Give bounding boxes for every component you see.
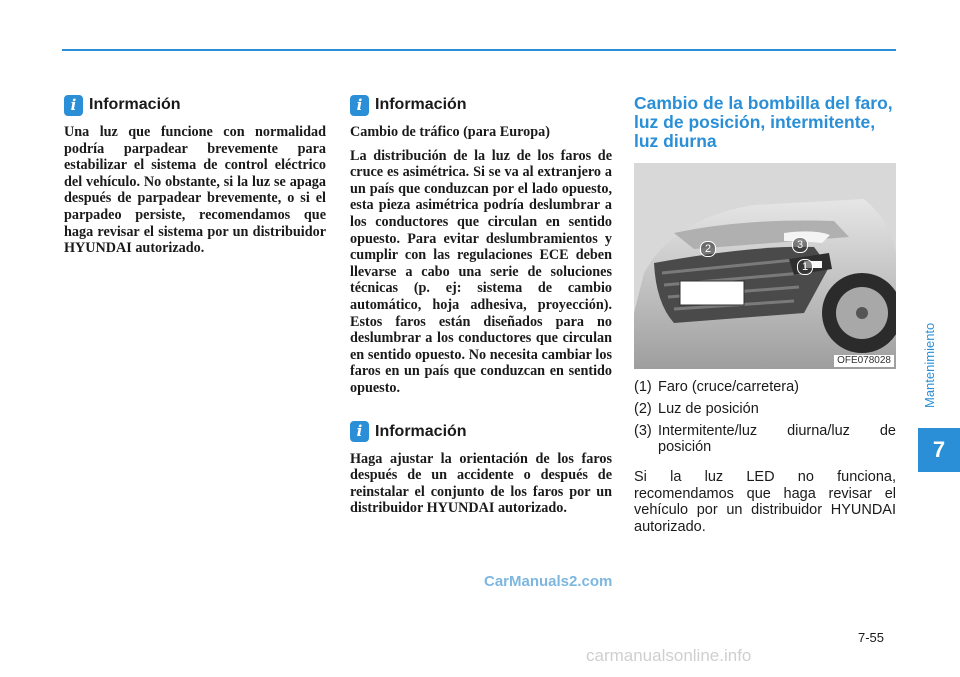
info-icon: i bbox=[350, 421, 369, 442]
list-item-number: (1) bbox=[634, 379, 652, 395]
list-item-text: Faro (cruce/carretera) bbox=[658, 379, 800, 395]
car-front-figure bbox=[634, 163, 896, 369]
figure-code: OFE078028 bbox=[834, 355, 894, 367]
column-left bbox=[64, 94, 326, 265]
watermark-bottom: carmanualsonline.info bbox=[586, 646, 752, 665]
callout-3: 3 bbox=[792, 237, 808, 253]
list-item-text: Intermitente/luz diurna/luz de posición bbox=[658, 423, 896, 455]
info-paragraph: La distribución de la luz de los faros de cruce es asimétrica. Si se va al extranjero a un país que conduzcan por el lado opuesto, esta pieza asimétrica podría deslumbrar a los conductores que circulan en sentido opuesto. Para evitar deslumbramientos y cumplir con las regulaciones ECE deben llevarse a cabo una serie de soluciones técnicas (p. ej: sistema de cambio automático, hoja adhesiva, proyección). Estos faros están diseñados para no deslumbrar a los conductores que circulan en sentido opuesto. No necesita cambiar los faros en un país que conduzcan en sentido opuesto. bbox=[350, 147, 612, 396]
info-icon: i bbox=[64, 95, 83, 116]
list-item bbox=[634, 423, 896, 455]
info-header bbox=[350, 94, 612, 116]
list-item bbox=[634, 401, 896, 417]
page-number: 7-55 bbox=[858, 630, 885, 645]
column-right bbox=[634, 94, 896, 535]
info-paragraph: Haga ajustar la orientación de los faros después de un accidente o después de reinstalar el conjunto de los faros por un distribuidor HYUNDAI autorizado. bbox=[350, 450, 612, 517]
led-paragraph: Si la luz LED no funciona, recomendamos que haga revisar el vehículo por un distribuidor HYUNDAI autorizado. bbox=[634, 469, 896, 535]
watermark-top: CarManuals2.com bbox=[484, 573, 613, 590]
info-header bbox=[350, 421, 612, 443]
info-subtitle: Cambio de tráfico (para Europa) bbox=[350, 124, 550, 140]
top-rule bbox=[62, 49, 896, 51]
list-item bbox=[634, 379, 896, 395]
list-item-number: (3) bbox=[634, 423, 652, 439]
info-paragraph: Una luz que funcione con normalidad podría parpadear brevemente para estabilizar el sistema de control eléctrico del vehículo. No obstante, si la luz se apaga después de parpadear brevemente, o si el parpadeo persiste, recomendamos que haga revisar el sistema por un distribuidor HYUNDAI autorizado. bbox=[64, 124, 326, 257]
list-item-text: Luz de posición bbox=[658, 401, 759, 417]
car-illustration bbox=[634, 163, 896, 369]
info-header bbox=[64, 94, 326, 116]
info-title: Información bbox=[89, 96, 181, 113]
parts-list bbox=[634, 379, 896, 455]
callout-2: 2 bbox=[700, 241, 716, 257]
section-title: Cambio de la bombilla del faro, luz de posición, intermitente, luz diurna bbox=[634, 93, 893, 151]
chapter-number: 7 bbox=[918, 428, 960, 472]
info-icon: i bbox=[350, 95, 369, 116]
info-title: Información bbox=[375, 422, 467, 440]
callout-1: 1 bbox=[797, 259, 813, 275]
chapter-label: Mantenimiento bbox=[922, 322, 937, 408]
column-middle bbox=[350, 94, 612, 525]
list-item-number: (2) bbox=[634, 401, 652, 417]
info-title: Información bbox=[375, 96, 467, 113]
